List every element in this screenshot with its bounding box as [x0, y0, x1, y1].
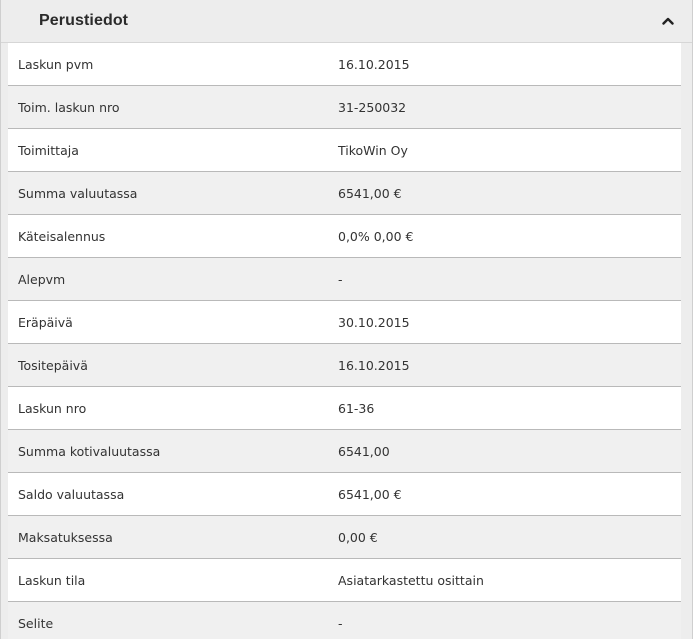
row-value: 6541,00 €	[338, 185, 402, 201]
panel-title: Perustiedot	[39, 12, 129, 29]
row-label: Saldo valuutassa	[18, 486, 125, 502]
row-label: Laskun nro	[18, 400, 87, 416]
panel-header[interactable]	[1, 0, 692, 43]
info-row-tositepaiva	[8, 344, 681, 387]
info-row-saldo-valuutassa	[8, 473, 681, 516]
row-label: Laskun pvm	[18, 56, 94, 72]
row-value: 0,00 €	[338, 529, 378, 545]
row-value: 61-36	[338, 400, 375, 416]
row-label: Laskun tila	[18, 572, 86, 588]
info-rows	[1, 43, 692, 639]
info-row-laskun-nro	[8, 387, 681, 430]
row-label: Summa valuutassa	[18, 185, 138, 201]
info-row-laskun-pvm	[8, 43, 681, 86]
row-label: Toim. laskun nro	[18, 99, 120, 115]
row-value: 30.10.2015	[338, 314, 410, 330]
chevron-up-icon[interactable]	[661, 14, 675, 28]
row-label: Toimittaja	[18, 142, 79, 158]
row-value: 6541,00 €	[338, 486, 402, 502]
row-value: 16.10.2015	[338, 56, 410, 72]
info-row-toim-laskun-nro	[8, 86, 681, 129]
info-row-kateisalennus	[8, 215, 681, 258]
row-label: Käteisalennus	[18, 228, 106, 244]
info-row-alepvm	[8, 258, 681, 301]
info-row-erapaiva	[8, 301, 681, 344]
row-value: -	[338, 271, 343, 287]
row-value: 0,0% 0,00 €	[338, 228, 414, 244]
info-row-laskun-tila	[8, 559, 681, 602]
info-row-summa-kotivaluutassa	[8, 430, 681, 473]
row-value: -	[338, 615, 343, 631]
info-row-maksatuksessa	[8, 516, 681, 559]
row-label: Maksatuksessa	[18, 529, 113, 545]
row-value: 16.10.2015	[338, 357, 410, 373]
row-label: Eräpäivä	[18, 314, 73, 330]
row-value: 6541,00	[338, 443, 390, 459]
info-row-summa-valuutassa	[8, 172, 681, 215]
row-value: 31-250032	[338, 99, 407, 115]
info-row-selite	[8, 602, 681, 639]
row-label: Summa kotivaluutassa	[18, 443, 161, 459]
row-label: Tositepäivä	[18, 357, 88, 373]
info-row-toimittaja	[8, 129, 681, 172]
row-label: Alepvm	[18, 271, 66, 287]
row-value: Asiatarkastettu osittain	[338, 572, 484, 588]
row-label: Selite	[18, 615, 54, 631]
row-value: TikoWin Oy	[338, 142, 408, 158]
